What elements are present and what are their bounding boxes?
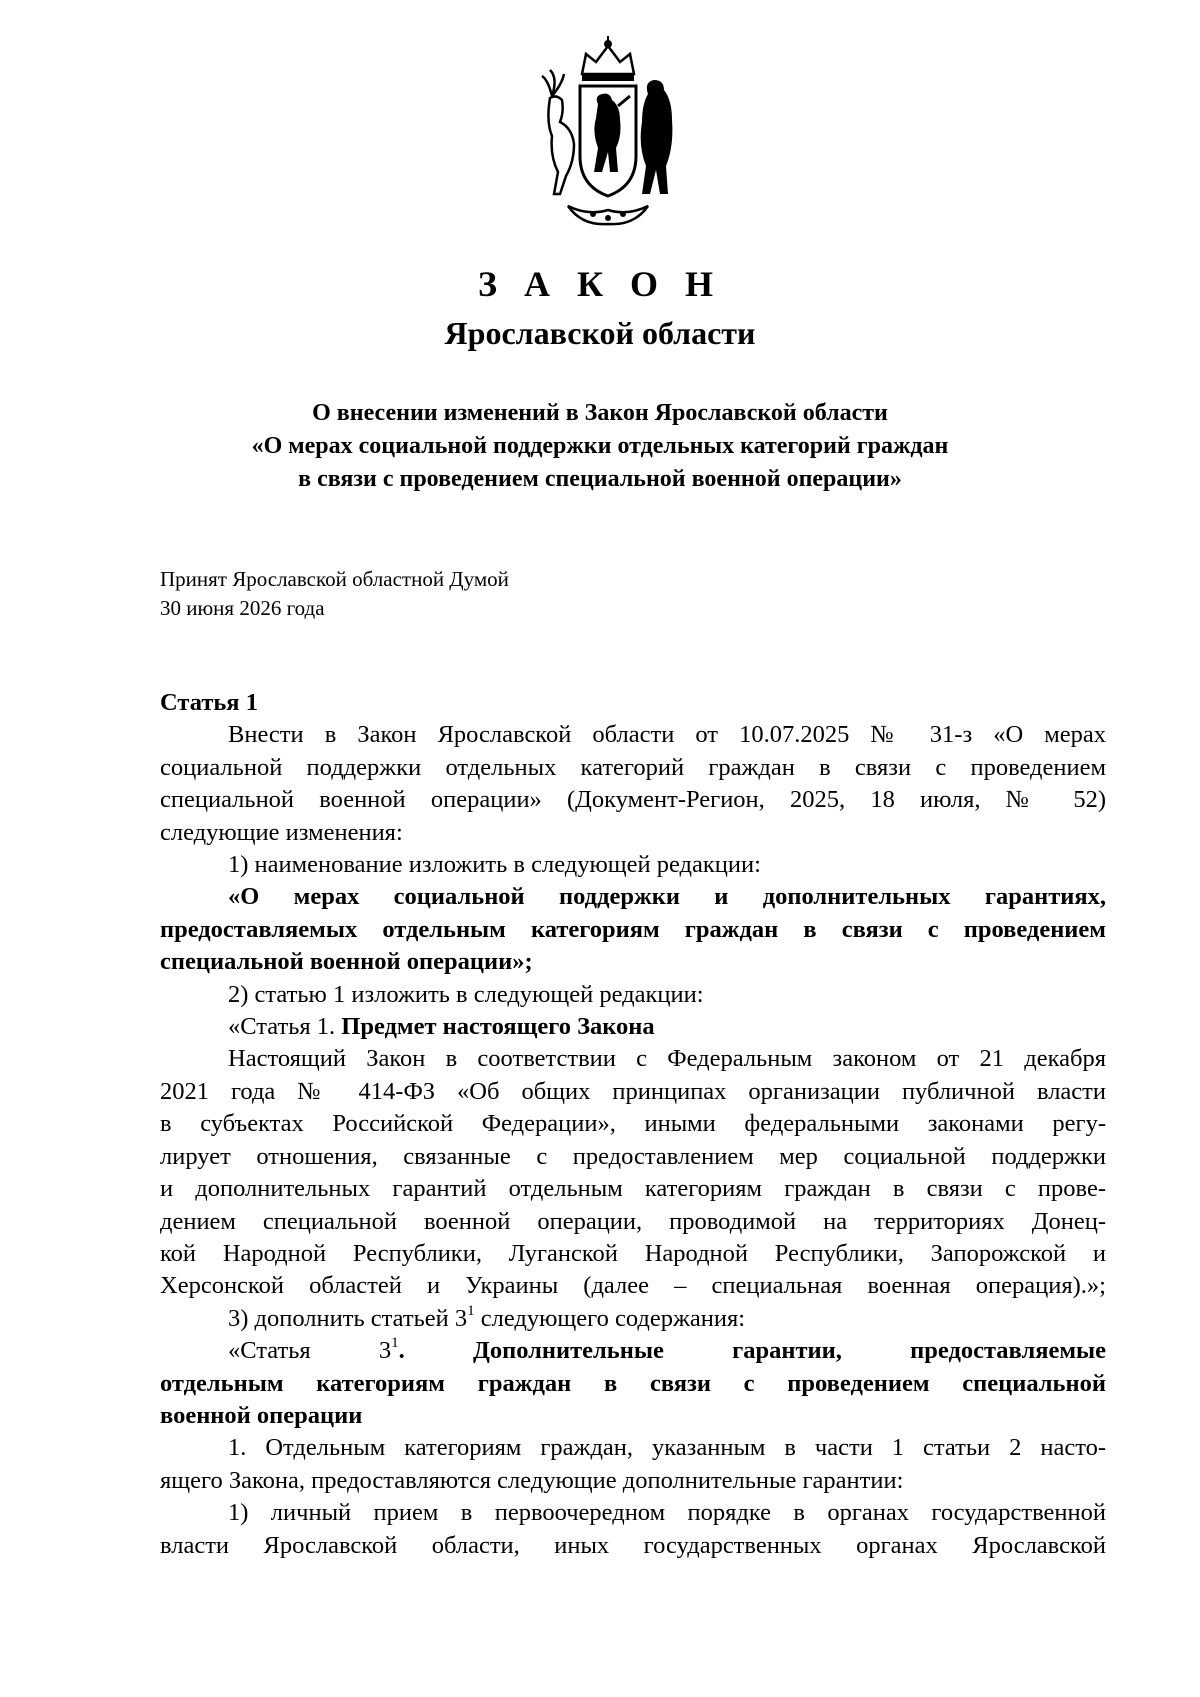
body-line: «О мерах социальной поддержки и дополнительных гарантиях, [228,883,1106,911]
body-line: 1) наименование изложить в следующей редакции: [228,851,761,879]
body-line: 2) статью 1 изложить в следующей редакции: [228,980,704,1008]
body-line: следующие изменения: [160,818,403,846]
adopted-date: 30 июня 2026 года [160,596,325,620]
document-body [160,687,1106,1562]
article-label [228,1337,664,1364]
body-line: дением специальной военной операции, проводимой на территориях Донец- [160,1207,1106,1235]
line-part: следующего содержания: [474,1304,746,1332]
document-title: З А К О Н [477,264,723,304]
body-line: 1) личный прием в первоочередном порядке в органах государственной [228,1499,1106,1527]
article-heading: Статья 1 [160,689,258,716]
body-line: 2021 года № 414-ФЗ «Об общих принципах организации публичной власти [160,1077,1106,1105]
body-line [160,1011,1106,1043]
line-part: 3) дополнить статьей 3 [228,1304,468,1332]
body-line: военной операции [160,1401,363,1429]
body-line: предоставляемых отдельным категориям граждан в связи с проведением [160,915,1106,943]
body-line: ящего Закона, предоставляются следующие дополнительные гарантии: [160,1466,904,1494]
article-label: «Статья 1. [228,1013,342,1041]
body-line: специальной военной операции»; [160,948,533,976]
body-line: социальной поддержки отдельных категорий граждан в связи с проведением [160,753,1106,781]
coat-of-arms-emblem [538,36,678,231]
line-part: . Дополнительные [398,1337,664,1365]
heading-line: О внесении изменений в Закон Ярославской области [312,400,888,426]
body-line: власти Ярославской области, иных государственных органах Ярославской [160,1531,1106,1559]
body-line: кой Народной Республики, Луганской Народной Республики, Запорожской и [160,1239,1106,1267]
document-subtitle: Ярославской области [444,315,756,351]
body-line: специальной военной операции» (Документ-Регион, 2025, 18 июля, № 52) [160,786,1106,814]
body-line: 1. Отдельным категориям граждан, указанным в части 1 статьи 2 насто- [228,1434,1106,1462]
adoption-info [160,565,509,623]
body-line: в субъектах Российской Федерации», иными федеральными законами регу- [160,1110,1106,1138]
article-title: Предмет настоящего Закона [341,1013,655,1041]
superscript: 1 [391,1335,399,1352]
line-part: «Статья 3 [228,1337,392,1365]
body-line [160,1303,1106,1335]
body-line: Настоящий Закон в соответствии с Федеральным законом от 21 декабря [228,1045,1106,1073]
law-heading [0,397,1200,496]
body-line: и дополнительных гарантий отдельным категориям граждан в связи с прове- [160,1175,1106,1203]
line-part: гарантии, [732,1337,842,1365]
body-line: Внести в Закон Ярославской области от 10.07.2025 № 31-з «О мерах [228,721,1106,749]
superscript: 1 [467,1302,475,1319]
adopted-by: Принят Ярославской областной Думой [160,567,509,591]
body-line: отдельным категориям граждан в связи с проведением специальной [160,1369,1106,1397]
heading-line: в связи с проведением специальной военной операции» [298,466,902,492]
line-part: предоставляемые [910,1337,1107,1365]
heading-line: «О мерах социальной поддержки отдельных категорий граждан [251,433,949,459]
body-line: Херсонской областей и Украины (далее – специальная военная операция).»; [160,1272,1106,1300]
body-line: лирует отношения, связанные с предоставлением мер социальной поддержки [160,1142,1106,1170]
body-line [160,1335,1106,1367]
